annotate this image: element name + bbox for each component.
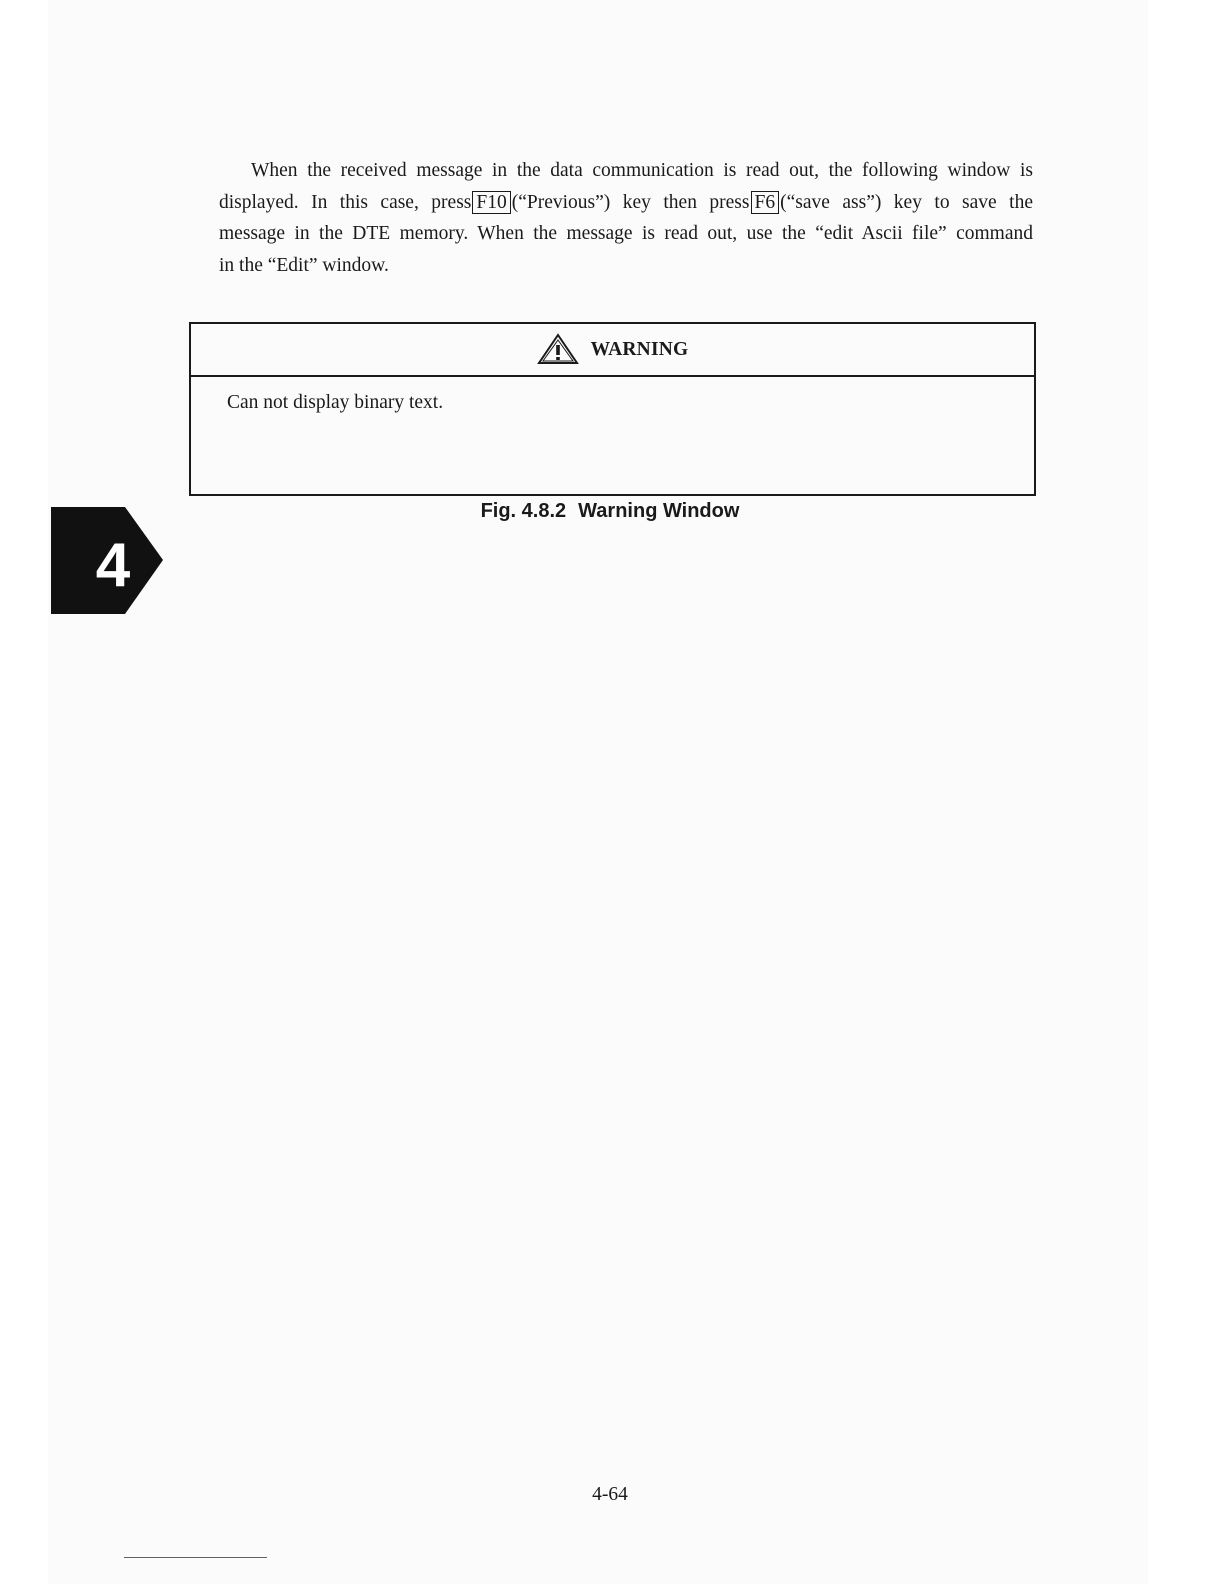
intro-line-3: message in the DTE memory. When the message is read out, use the “edit Ascii file” command <box>219 223 1033 244</box>
warning-title: WARNING <box>590 338 689 360</box>
warning-message: Can not display binary text. <box>227 392 444 413</box>
intro-line-1: When the received message in the data communication is read out, the following window is <box>251 160 1033 181</box>
intro-line-4: in the “Edit” window. <box>219 254 389 276</box>
bottom-rule <box>124 1557 267 1558</box>
figure-caption <box>0 500 1220 523</box>
f10-key: F10 <box>472 191 510 214</box>
intro-line-2-middle: (“Previous”) key then press <box>511 191 750 213</box>
warning-triangle-icon <box>537 333 579 365</box>
figure-title: Warning Window <box>578 500 740 522</box>
page-number: 4-64 <box>592 1484 628 1505</box>
intro-line-2-end: (“save ass”) key to save the <box>780 191 1033 213</box>
intro-line-2-start: displayed. In this case, press <box>219 191 472 213</box>
figure-label: Fig. 4.8.2 <box>480 500 567 522</box>
chapter-tab <box>51 507 163 614</box>
chapter-number: 4 <box>95 531 131 600</box>
f6-key: F6 <box>751 191 780 214</box>
intro-paragraph <box>219 155 1033 281</box>
warning-header <box>191 324 1034 377</box>
intro-line-2 <box>219 187 1033 219</box>
warning-window <box>189 322 1036 496</box>
